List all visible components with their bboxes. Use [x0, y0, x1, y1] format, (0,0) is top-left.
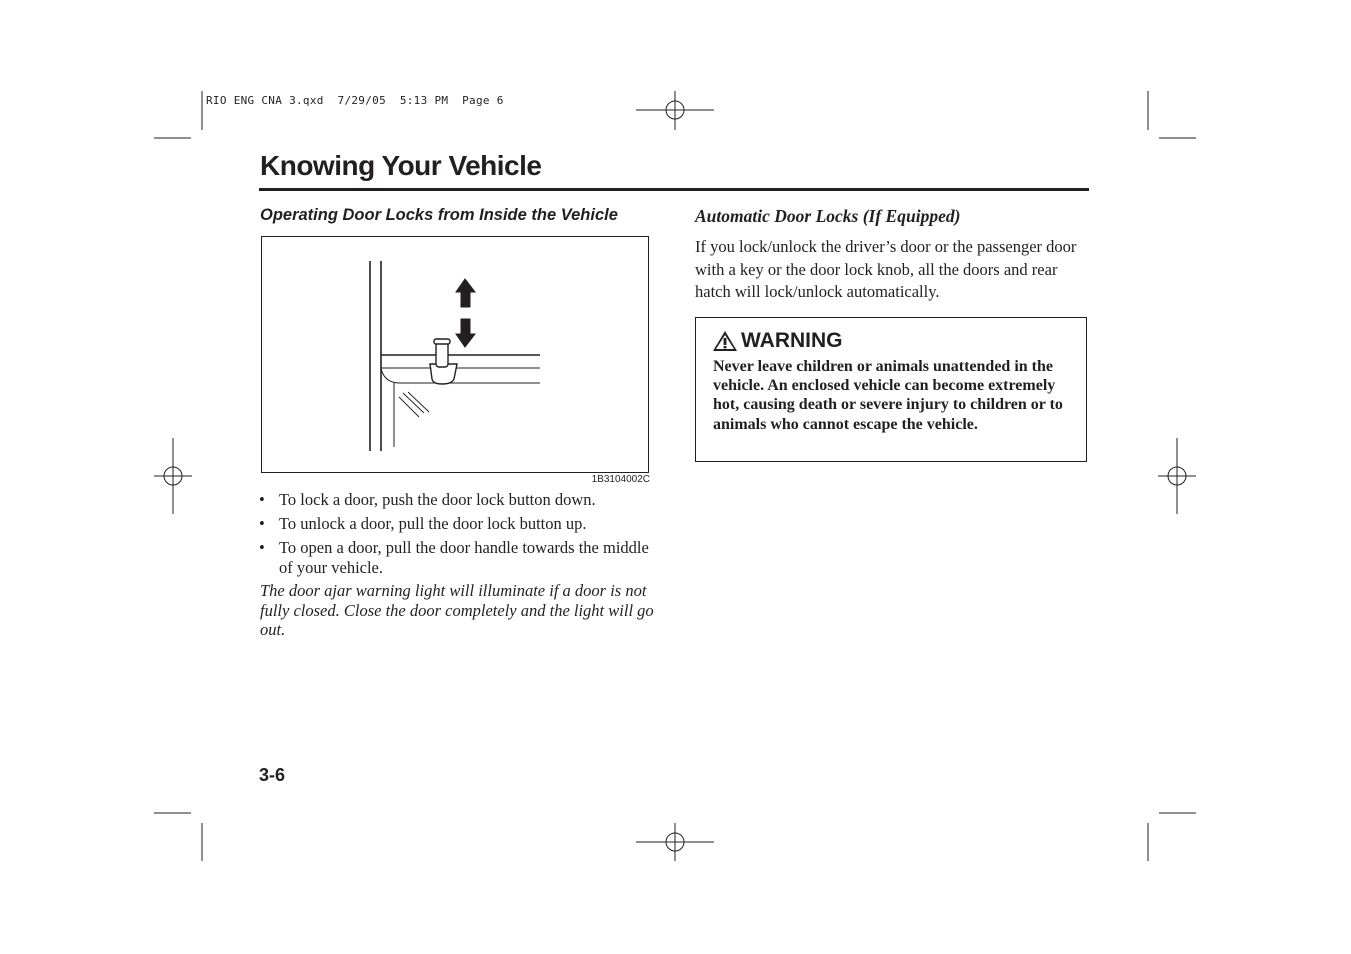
figure-code: 1B3104002C — [591, 474, 650, 485]
list-item: • To open a door, pull the door handle towards the middle of your vehicle. — [259, 538, 649, 577]
section-heading-door-locks: Operating Door Locks from Inside the Vehicle — [260, 206, 618, 224]
title-rule — [259, 188, 1089, 191]
bullet-dot-icon: • — [259, 490, 265, 509]
section-heading-automatic-locks: Automatic Door Locks (If Equipped) — [695, 206, 961, 226]
list-item: • To unlock a door, pull the door lock button up. — [259, 514, 587, 533]
bullet-dot-icon: • — [259, 514, 265, 533]
door-ajar-note: The door ajar warning light will illuminate if a door is not fully closed. Close the door completely and the light will go out. — [260, 581, 654, 639]
page-title: Knowing Your Vehicle — [260, 150, 542, 181]
warning-text: Never leave children or animals unattended in the vehicle. An enclosed vehicle can become extremely hot, causing death or severe injury to children or to animals who cannot escape the vehicle. — [713, 358, 1063, 433]
instruction-list — [259, 490, 659, 582]
automatic-locks-paragraph: If you lock/unlock the driver’s door or the passenger door with a key or the door lock knob, all the doors and rear hatch will lock/unlock automatically. — [695, 237, 1077, 301]
door-lock-illustration — [261, 236, 649, 473]
warning-triangle-icon — [712, 330, 738, 352]
bullet-dot-icon: • — [259, 538, 265, 557]
print-slug: RIO ENG CNA 3.qxd 7/29/05 5:13 PM Page 6 — [206, 94, 504, 107]
door-lock-drawing — [262, 237, 648, 472]
warning-heading — [712, 329, 843, 353]
list-item: • To lock a door, push the door lock button down. — [259, 490, 596, 509]
page-number: 3-6 — [259, 765, 286, 785]
warning-label: WARNING — [741, 329, 843, 352]
